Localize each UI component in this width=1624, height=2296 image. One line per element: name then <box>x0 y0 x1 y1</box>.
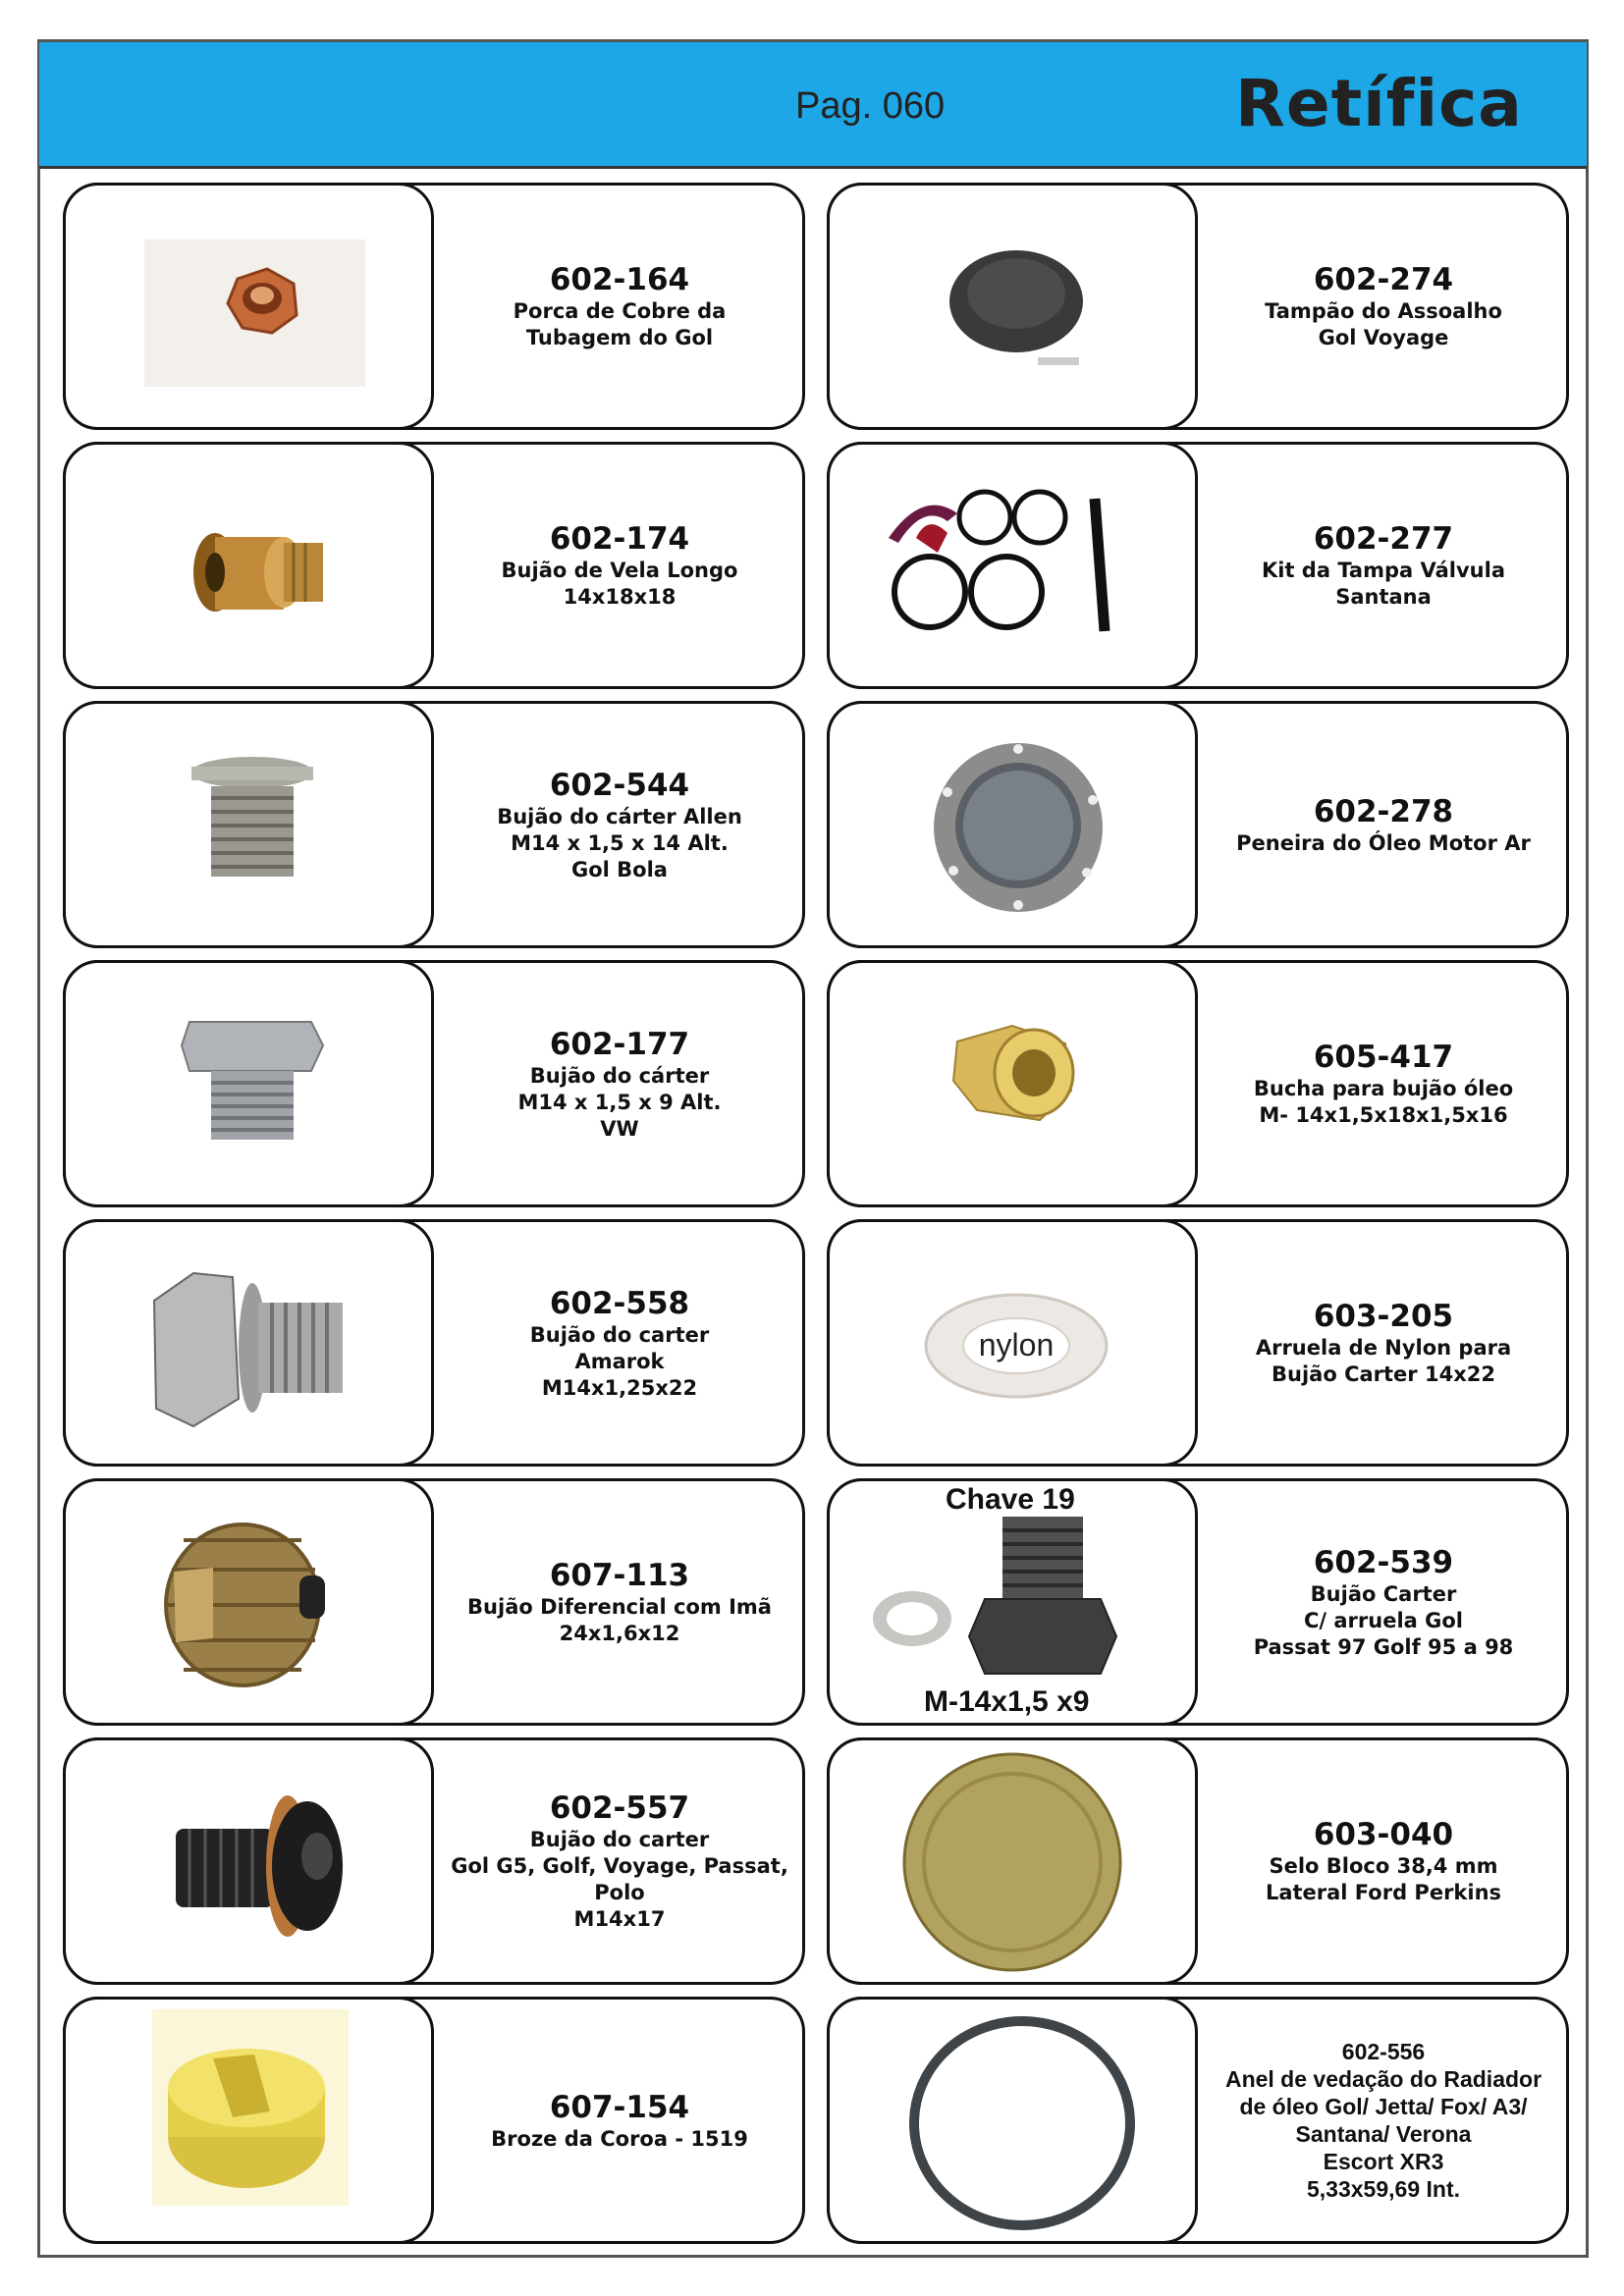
product-image <box>827 183 1198 430</box>
product-description: Bujão Diferencial com Imã 24x1,6x12 <box>467 1595 772 1645</box>
nylon-washer-icon <box>830 1222 1198 1467</box>
product-card <box>63 701 805 948</box>
product-code: 605-417 <box>1313 1040 1454 1075</box>
product-card <box>63 183 805 430</box>
gasket-kit-icon <box>830 445 1198 689</box>
allen-drain-plug-icon <box>66 704 434 948</box>
product-image <box>63 1737 434 1985</box>
product-description: Broze da Coroa - 1519 <box>491 2126 748 2151</box>
product-description: Bucha para bujão óleo M- 14x1,5x18x1,5x16 <box>1253 1077 1514 1127</box>
copper-nut-icon <box>66 186 434 430</box>
product-card <box>63 1478 805 1726</box>
product-card <box>63 960 805 1207</box>
product-card <box>827 1737 1569 1985</box>
product-code: 602-557 <box>549 1790 690 1826</box>
product-code: 607-113 <box>549 1558 690 1593</box>
product-description: Tampão do Assoalho Gol Voyage <box>1265 299 1502 349</box>
product-image <box>827 442 1198 689</box>
product-code: 602-177 <box>549 1026 690 1062</box>
product-image <box>827 701 1198 948</box>
page-number: Pag. 060 <box>795 85 946 127</box>
product-card <box>827 442 1569 689</box>
oil-strainer-icon <box>830 704 1198 948</box>
product-description: Peneira do Óleo Motor Ar <box>1236 830 1531 855</box>
product-card <box>63 1219 805 1467</box>
product-code: 607-154 <box>549 2089 690 2125</box>
product-code: 603-205 <box>1313 1299 1454 1334</box>
product-card <box>827 960 1569 1207</box>
product-image <box>63 1478 434 1726</box>
product-code: 602-274 <box>1313 262 1454 297</box>
product-image <box>63 1219 434 1467</box>
thread-spec-label: M-14x1,5 x9 <box>924 1685 1090 1718</box>
wrench-size-label: Chave 19 <box>946 1483 1075 1516</box>
product-description: Bujão Carter C/ arruela Gol Passat 97 Golf 95 a 98 <box>1253 1581 1514 1659</box>
product-image <box>63 701 434 948</box>
o-ring-icon <box>830 2000 1198 2244</box>
product-code: 602-544 <box>549 767 690 803</box>
product-image <box>827 1478 1198 1726</box>
expansion-plug-icon <box>830 1740 1198 1985</box>
product-code: 602-539 <box>1313 1544 1454 1580</box>
magnetic-plug-icon <box>66 1481 434 1726</box>
product-image <box>827 1219 1198 1467</box>
product-image <box>827 1737 1198 1985</box>
product-card <box>827 183 1569 430</box>
product-description: Kit da Tampa Válvula Santana <box>1261 559 1505 609</box>
product-card <box>63 442 805 689</box>
product-card <box>827 1478 1569 1726</box>
product-description: Bujão do cárter Allen M14 x 1,5 x 14 Alt. Gol Bola <box>497 804 742 881</box>
page-title: Retífica <box>1235 66 1523 141</box>
product-description: Bujão do carter Amarok M14x1,25x22 <box>529 1322 710 1400</box>
product-card <box>827 701 1569 948</box>
product-code: 602-556 <box>1341 2038 1426 2064</box>
product-image <box>63 960 434 1207</box>
product-image <box>827 1997 1198 2244</box>
brass-bushing-icon <box>830 963 1198 1207</box>
product-image <box>827 960 1198 1207</box>
black-plug-icon <box>66 1740 434 1985</box>
product-image <box>63 183 434 430</box>
bronze-bushing-icon <box>66 2000 434 2244</box>
product-code: 602-277 <box>1313 521 1454 557</box>
steel-hex-plug-icon <box>66 1222 434 1467</box>
product-description: Bujão do carter Gol G5, Golf, Voyage, Passat, Polo M14x17 <box>451 1828 788 1931</box>
product-card <box>63 1997 805 2244</box>
product-image <box>63 1997 434 2244</box>
product-code: 603-040 <box>1313 1817 1454 1852</box>
hex-drain-plug-icon <box>66 963 434 1207</box>
product-code: 602-174 <box>549 521 690 557</box>
brass-spark-plug-bushing-icon <box>66 445 434 689</box>
page-header <box>39 42 1587 169</box>
product-description: Selo Bloco 38,4 mm Lateral Ford Perkins <box>1265 1854 1502 1904</box>
product-description: Bujão do cárter M14 x 1,5 x 9 Alt. VW <box>517 1063 722 1141</box>
product-description: Arruela de Nylon para Bujão Carter 14x22 <box>1255 1336 1512 1386</box>
product-code: 602-558 <box>549 1285 690 1321</box>
nylon-label: nylon <box>978 1327 1055 1362</box>
product-image <box>63 442 434 689</box>
product-card <box>827 1997 1569 2244</box>
product-code: 602-164 <box>549 262 690 297</box>
product-description: Anel de vedação do Radiador de óleo Gol/ Jetta/ Fox/ A3/ Santana/ Verona Escort XR3 5,33x59,69 Int. <box>1224 2065 1543 2202</box>
rubber-plug-icon <box>830 186 1198 430</box>
product-card <box>827 1219 1569 1467</box>
product-code: 602-278 <box>1313 793 1454 829</box>
product-card <box>63 1737 805 1985</box>
product-description: Bujão de Vela Longo 14x18x18 <box>501 559 738 609</box>
product-description: Porca de Cobre da Tubagem do Gol <box>513 299 727 349</box>
